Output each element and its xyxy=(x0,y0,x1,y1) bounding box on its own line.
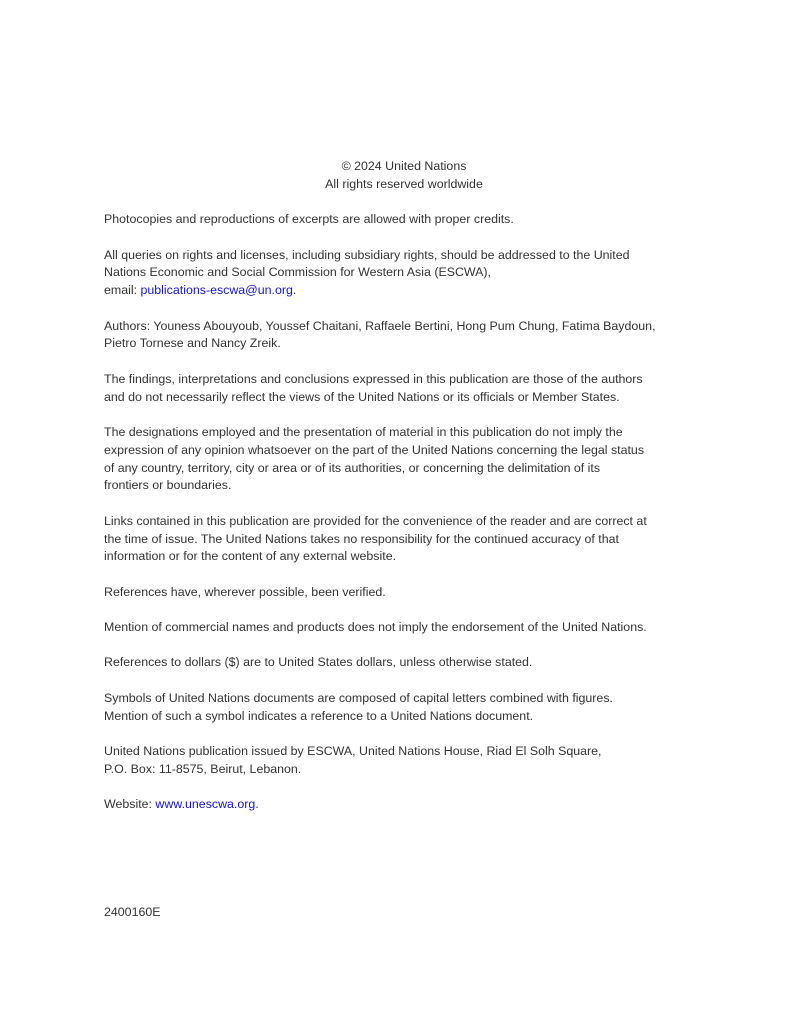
symbols-line-2: Mention of such a symbol indicates a reference to a United Nations document. xyxy=(104,708,534,723)
queries-line-2: Nations Economic and Social Commission for Western Asia (ESCWA), xyxy=(104,265,491,280)
authors-line-1: Authors: Youness Abouyoub, Youssef Chaitani, Raffaele Bertini, Hong Pum Chung, Fatima Baydoun, xyxy=(104,318,656,333)
queries-paragraph xyxy=(104,247,704,300)
references-paragraph xyxy=(104,584,704,602)
rights-line: All rights reserved worldwide xyxy=(325,176,483,191)
links-line-1: Links contained in this publication are provided for the convenience of the reader and are correct at xyxy=(104,513,647,528)
website-paragraph xyxy=(104,796,704,814)
authors-line-2: Pietro Tornese and Nancy Zreik. xyxy=(104,336,281,351)
dollars-paragraph xyxy=(104,654,704,672)
findings-paragraph xyxy=(104,371,704,407)
email-link[interactable]: publications-escwa@un.org xyxy=(140,283,293,298)
designations-line-2: expression of any opinion whatsoever on the part of the United Nations concerning the legal status xyxy=(104,442,645,457)
links-line-2: the time of issue. The United Nations takes no responsibility for the continued accuracy of that xyxy=(104,531,619,546)
commercial-paragraph xyxy=(104,619,704,637)
email-suffix: . xyxy=(292,283,297,298)
queries-line-1: All queries on rights and licenses, including subsidiary rights, should be addressed to the United xyxy=(104,247,630,262)
commercial-text: Mention of commercial names and products does not imply the endorsement of the United Nations. xyxy=(104,620,647,635)
dollars-text: References to dollars ($) are to United States dollars, unless otherwise stated. xyxy=(104,655,533,670)
photocopies-text: Photocopies and reproductions of excerpts are allowed with proper credits. xyxy=(104,212,514,227)
findings-line-2: and do not necessarily reflect the views of the United Nations or its officials or Member States. xyxy=(104,389,620,404)
links-line-3: information or for the content of any external website. xyxy=(104,549,397,564)
copyright-page xyxy=(104,158,704,832)
photocopies-paragraph xyxy=(104,211,704,229)
designations-line-3: of any country, territory, city or area or of its authorities, or concerning the delimitation of its xyxy=(104,460,601,475)
symbols-line-1: Symbols of United Nations documents are composed of capital letters combined with figures. xyxy=(104,690,613,705)
designations-line-4: frontiers or boundaries. xyxy=(104,478,232,493)
publication-line-2: P.O. Box: 11-8575, Beirut, Lebanon. xyxy=(104,761,302,776)
publication-paragraph xyxy=(104,743,704,779)
references-text: References have, wherever possible, been verified. xyxy=(104,584,386,599)
website-label: Website: xyxy=(104,797,156,812)
designations-paragraph xyxy=(104,424,704,495)
symbols-paragraph xyxy=(104,690,704,726)
website-suffix: . xyxy=(255,797,259,812)
copyright-header xyxy=(104,158,704,194)
publication-line-1: United Nations publication issued by ESCWA, United Nations House, Riad El Solh Square, xyxy=(104,744,602,759)
copyright-line: © 2024 United Nations xyxy=(341,159,467,173)
website-link[interactable]: www.unescwa.org xyxy=(155,797,256,812)
email-label: email: xyxy=(104,283,141,298)
document-code: 2400160E xyxy=(104,905,161,919)
designations-line-1: The designations employed and the presentation of material in this publication do not imply the xyxy=(104,424,623,439)
links-paragraph xyxy=(104,513,704,566)
authors-paragraph xyxy=(104,318,704,354)
findings-line-1: The findings, interpretations and conclusions expressed in this publication are those of the authors xyxy=(104,371,643,386)
